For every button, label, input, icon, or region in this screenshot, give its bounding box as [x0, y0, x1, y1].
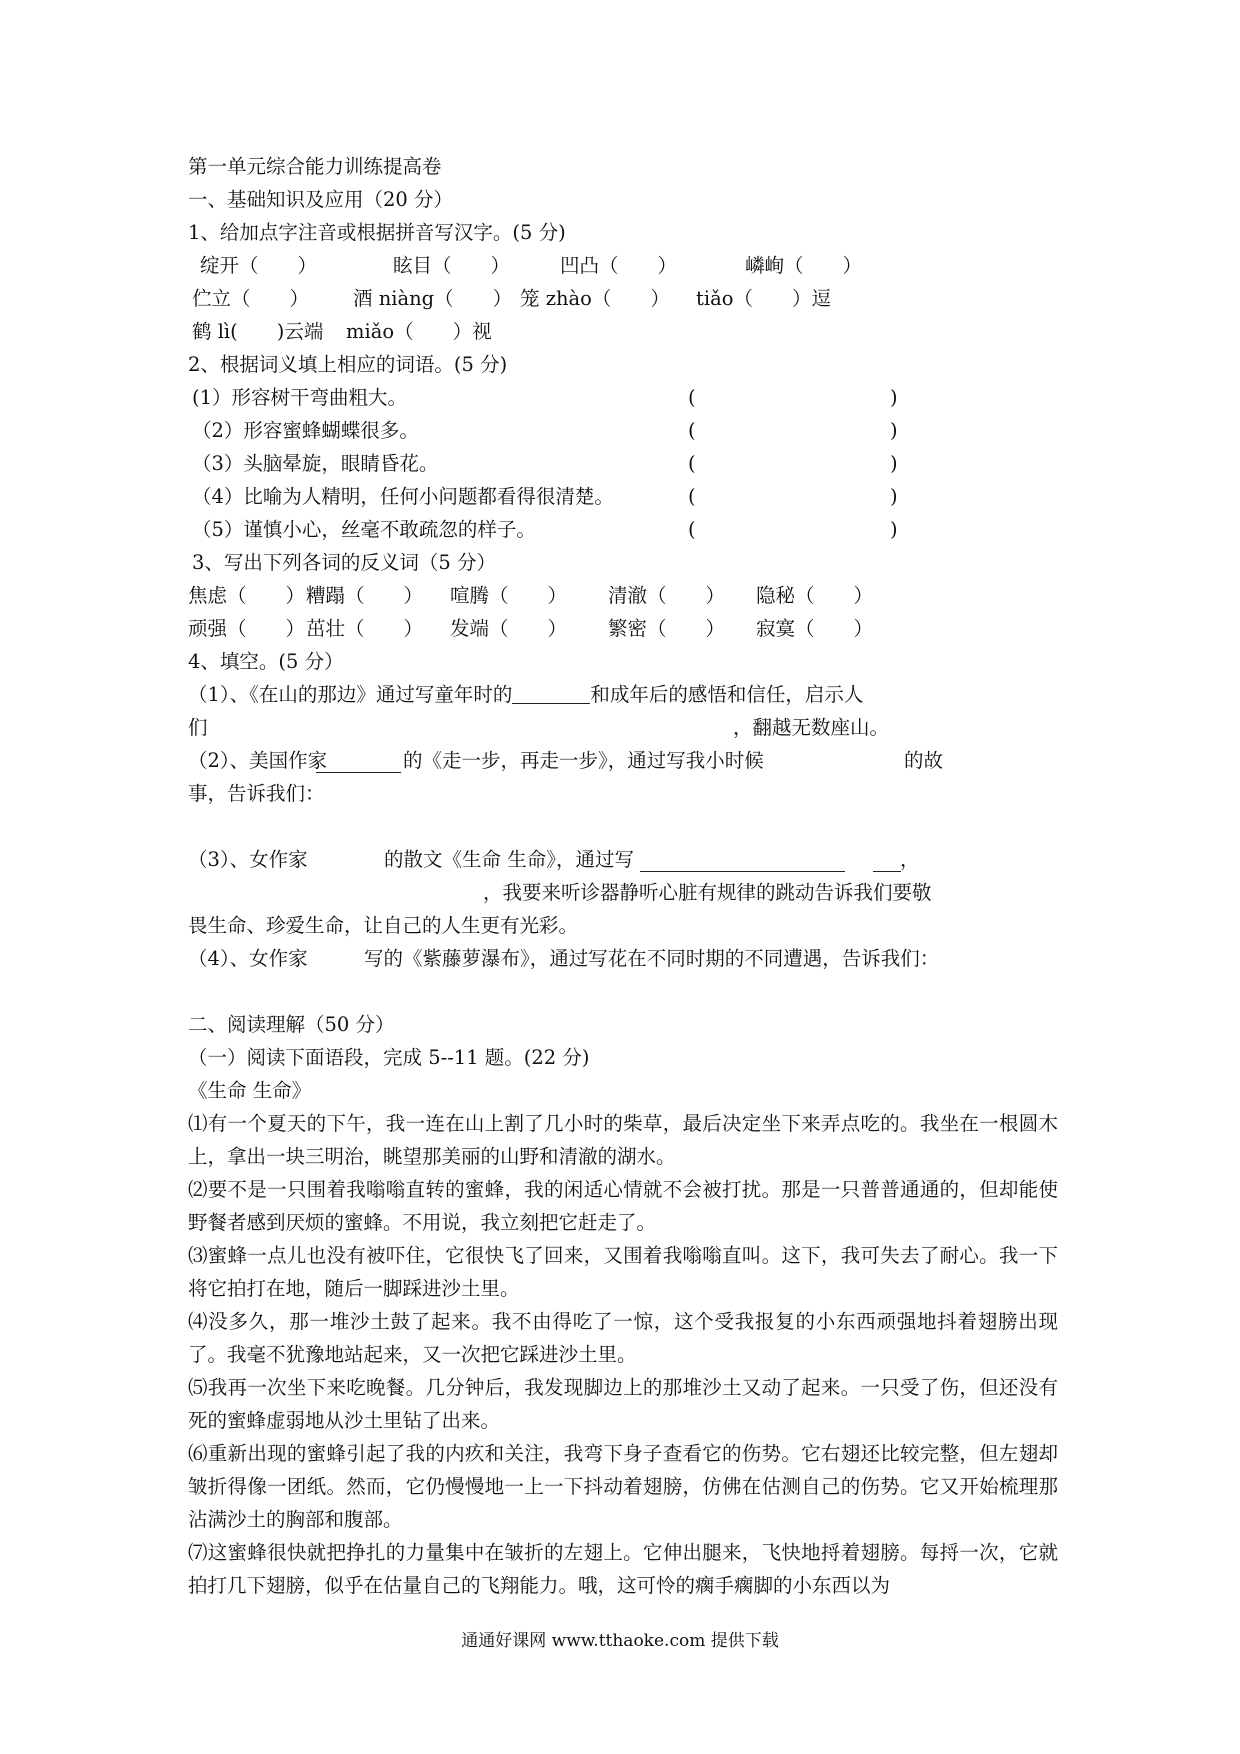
fill-blank[interactable]: [316, 750, 401, 773]
q1-item: 眩目（ ）: [393, 254, 511, 277]
q4-sentence-2: [188, 744, 1058, 777]
q2-item-text: (1）形容树干弯曲粗大。: [192, 386, 408, 409]
reading-paragraph: ⑷没多久，那一堆沙土鼓了起来。我不由得吃了一惊，这个受我报复的小东西顽强地抖着翅膀出现了。我毫不犹豫地站起来，又一次把它踩进沙土里。: [188, 1310, 1058, 1366]
q4-sentence-3-cont: [188, 876, 1058, 909]
fill-blank[interactable]: [512, 681, 590, 704]
answer-space: [188, 810, 1058, 843]
q4-text: 的故: [904, 749, 944, 772]
q4-text: （2）、美国作家: [188, 749, 328, 772]
page-title: 第一单元综合能力训练提高卷: [188, 155, 442, 178]
q2-item: [188, 447, 1058, 480]
q1-label: 1、给加点字注音或根据拼音写汉字。(5 分): [188, 221, 566, 244]
q4-text: 的散文《生命 生命》，通过写: [384, 848, 634, 871]
q1-row-2: [188, 282, 1058, 315]
q1-item: 绽开（ ）: [200, 254, 318, 277]
q2-item-text: （5）谨慎小心，丝毫不敢疏忽的样子。: [192, 518, 536, 541]
answer-space: [188, 975, 1058, 1008]
q4-sentence-3: [188, 843, 1058, 876]
q1-item: 笼 zhào（ ）: [520, 287, 670, 310]
q1-item: 伫立（ ）: [192, 287, 310, 310]
q1-item: 鹤 lì( )云端: [192, 320, 324, 343]
q1-row-3: [188, 315, 1058, 348]
q1-item: 嶙峋（ ）: [745, 254, 863, 277]
q3-item: 寂寞（ ）: [756, 617, 874, 640]
q3-row-1: [188, 579, 1058, 612]
section-2-heading: 二、阅读理解（50 分）: [188, 1013, 395, 1036]
answer-paren-open: (: [688, 419, 696, 442]
answer-paren-close: ): [890, 452, 898, 475]
q3-item: 喧腾（ ）: [450, 584, 568, 607]
q1-row-1: [188, 249, 1058, 282]
q2-item-text: （2）形容蜜蜂蝴蝶很多。: [192, 419, 419, 442]
q4-text: ，: [900, 848, 920, 871]
answer-paren-open: (: [688, 485, 696, 508]
reading-text-title: 《生命 生命》: [188, 1079, 312, 1102]
fill-blank[interactable]: [640, 849, 845, 872]
answer-paren-close: ): [890, 419, 898, 442]
q4-sentence-1-cont: [188, 711, 1058, 744]
q4-text: 的《走一步，再走一步》，通过写我小时候: [403, 749, 764, 772]
answer-paren-open: (: [688, 452, 696, 475]
q2-item: [188, 513, 1058, 546]
q4-text: 写的《紫藤萝瀑布》，通过写花在不同时期的不同遭遇，告诉我们：: [364, 947, 940, 970]
q4-text: （4）、女作家: [188, 947, 308, 970]
q3-item: 顽强（ ）: [188, 617, 306, 640]
q2-item-text: （3）头脑晕旋，眼睛昏花。: [192, 452, 439, 475]
q4-text: ，翻越无数座山。: [733, 716, 890, 739]
q3-label: 3、写出下列各词的反义词（5 分）: [192, 551, 497, 574]
q4-sentence-3-end: 畏生命、珍爱生命，让自己的人生更有光彩。: [188, 914, 579, 937]
q4-label: 4、填空。(5 分）: [188, 650, 344, 673]
answer-paren-close: ): [890, 386, 898, 409]
reading-paragraph: ⑺这蜜蜂很快就把挣扎的力量集中在皱折的左翅上。它伸出腿来，飞快地捋着翅膀。每捋一次，它就拍打几下翅膀，似乎在估量自己的飞翔能力。哦，这可怜的瘸手瘸脚的小东西以为: [188, 1541, 1058, 1597]
q2-item-text: （4）比喻为人精明，任何小问题都看得很清楚。: [192, 485, 614, 508]
q3-item: 发端（ ）: [450, 617, 568, 640]
q1-item: 酒 niàng（ ）: [353, 287, 513, 310]
q3-item: 清澈（ ）: [608, 584, 726, 607]
q4-text: 和成年后的感悟和信任，启示人: [590, 683, 864, 706]
q4-text: （3）、女作家: [188, 848, 308, 871]
answer-paren-close: ): [890, 518, 898, 541]
q2-item: [188, 381, 1058, 414]
answer-paren-open: (: [688, 386, 696, 409]
q3-row-2: [188, 612, 1058, 645]
q3-item: 隐秘（ ）: [756, 584, 874, 607]
reading-paragraph: ⑵要不是一只围着我嗡嗡直转的蜜蜂，我的闲适心情就不会被打扰。那是一只普普通通的，但却能使野餐者感到厌烦的蜜蜂。不用说，我立刻把它赶走了。: [188, 1178, 1058, 1234]
page-footer: 通通好课网 www.tthaoke.com 提供下载: [461, 1631, 779, 1651]
q3-item: 茁壮（ ）: [306, 617, 424, 640]
q4-sentence-1: [188, 678, 1058, 711]
answer-paren-close: ): [890, 485, 898, 508]
reading-part-1-label: （一）阅读下面语段，完成 5--11 题。(22 分): [188, 1046, 590, 1069]
q2-item: [188, 480, 1058, 513]
q3-item: 繁密（ ）: [608, 617, 726, 640]
reading-paragraph: ⑹重新出现的蜜蜂引起了我的内疚和关注，我弯下身子查看它的伤势。它右翅还比较完整，但左翅却皱折得像一团纸。然而，它仍慢慢地一上一下抖动着翅膀，仿佛在估测自己的伤势。它又开始梳理那沾满沙土的胸部和腹部。: [188, 1442, 1058, 1531]
q4-sentence-4: [188, 942, 1058, 975]
answer-paren-open: (: [688, 518, 696, 541]
q3-item: 焦虑（ ）: [188, 584, 306, 607]
q2-label: 2、根据词义填上相应的词语。(5 分): [188, 353, 508, 376]
q1-item: 凹凸（ ）: [560, 254, 678, 277]
reading-paragraph: ⑴有一个夏天的下午，我一连在山上割了几小时的柴草，最后决定坐下来弄点吃的。我坐在一根圆木上，拿出一块三明治，眺望那美丽的山野和清澈的湖水。: [188, 1112, 1058, 1168]
q1-item: miǎo（ ）视: [346, 320, 492, 343]
fill-blank[interactable]: [873, 849, 901, 872]
exam-page: [188, 150, 1058, 1602]
q2-item: [188, 414, 1058, 447]
q4-sentence-2-cont: 事，告诉我们：: [188, 782, 325, 805]
q3-item: 糟蹋（ ）: [306, 584, 424, 607]
reading-paragraph: ⑶蜜蜂一点儿也没有被吓住，它很快飞了回来，又围着我嗡嗡直叫。这下，我可失去了耐心。我一下将它拍打在地，随后一脚踩进沙土里。: [188, 1244, 1058, 1300]
reading-paragraph: ⑸我再一次坐下来吃晚餐。几分钟后，我发现脚边上的那堆沙土又动了起来。一只受了伤，但还没有死的蜜蜂虚弱地从沙土里钻了出来。: [188, 1376, 1058, 1432]
q4-text: ，我要来听诊器静听心脏有规律的跳动告诉我们要敬: [483, 881, 932, 904]
q1-item: tiǎo（ ）逗: [696, 287, 831, 310]
section-1-heading: 一、基础知识及应用（20 分）: [188, 188, 454, 211]
q4-text: （1）、《在山的那边》通过写童年时的: [188, 683, 513, 706]
q4-text: 们: [188, 716, 208, 739]
